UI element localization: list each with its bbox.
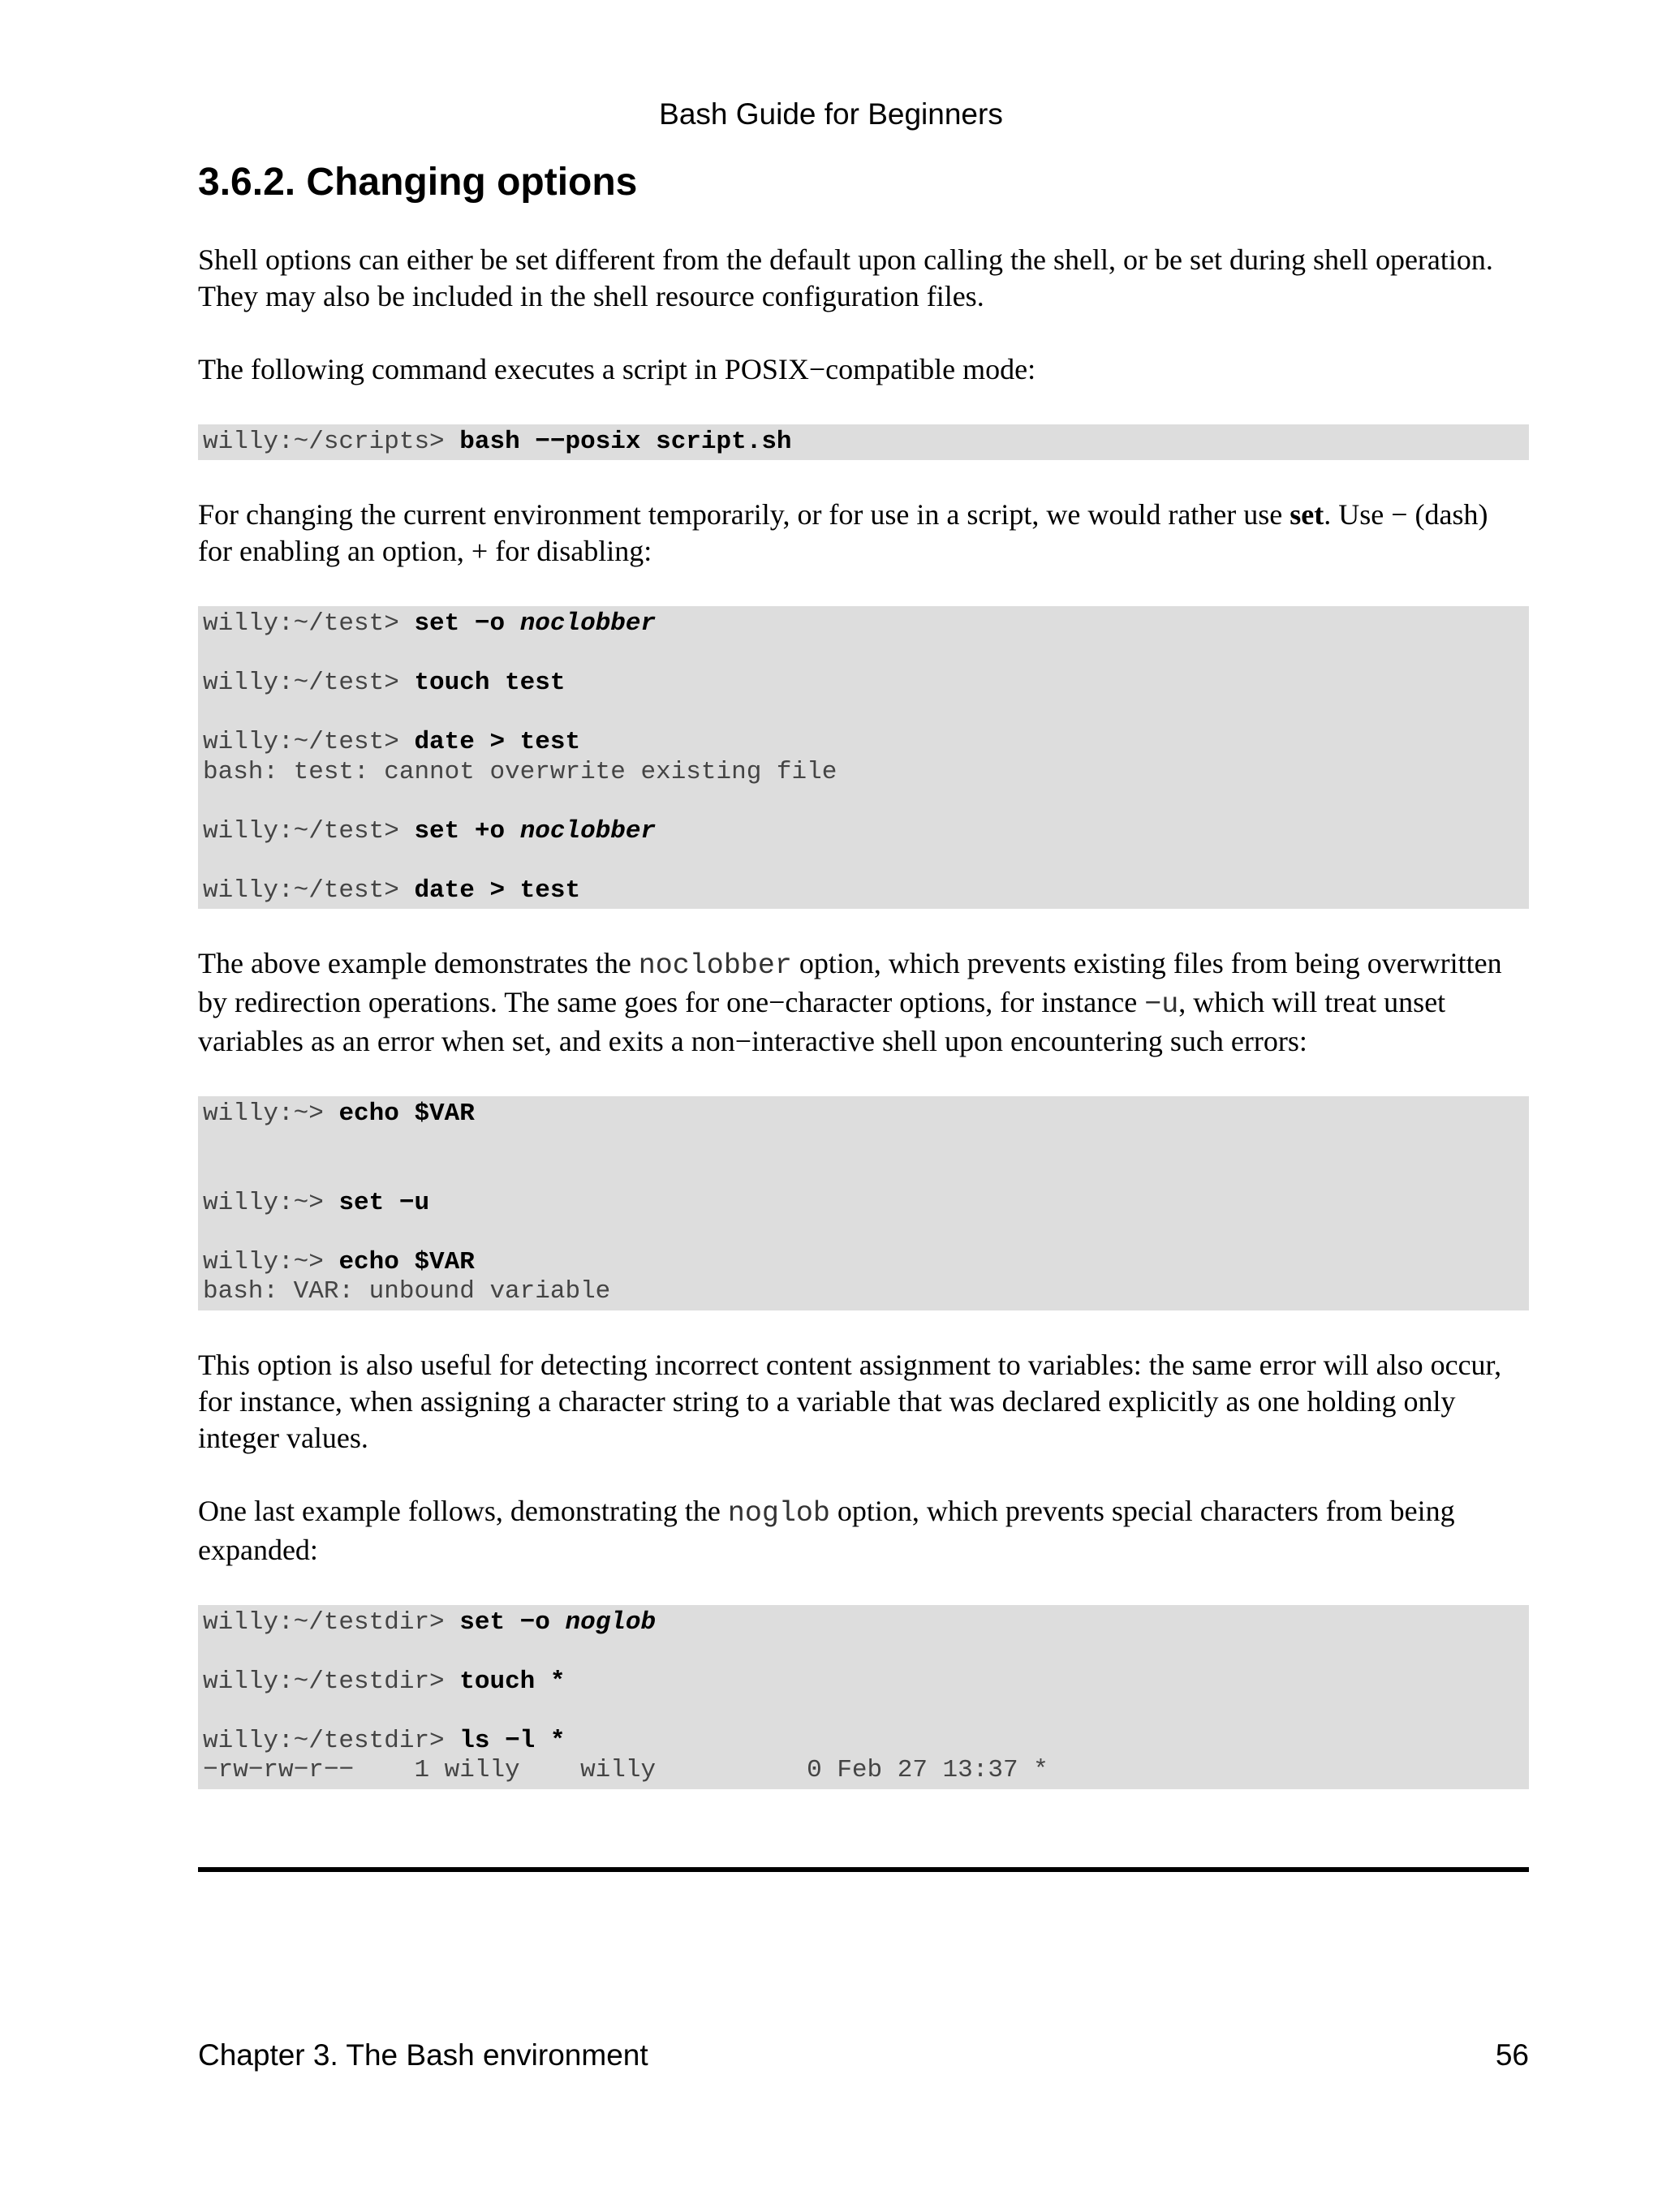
shell-prompt: willy:~/scripts> — [203, 427, 460, 456]
paragraph-noglob — [198, 1493, 1529, 1569]
text-run: For changing the current environment temporarily, or for use in a script, we would rather use — [198, 498, 1290, 531]
shell-command: set −o — [414, 609, 520, 639]
code-block-noclobber — [198, 606, 1529, 909]
paragraph-intro: Shell options can either be set different from the default upon calling the shell, or be set during shell operation. They may also be included in the shell resource configuration files. — [198, 243, 1493, 312]
shell-command: touch test — [414, 669, 566, 698]
paragraph-assignment: This option is also useful for detecting incorrect content assignment to variables: the same error will also occur, for instance, when assigning a character string to a variable that was declared explicitly as one holding only integer values. — [198, 1348, 1502, 1454]
page-footer — [198, 2038, 1529, 2072]
shell-prompt: willy:~> — [203, 1100, 339, 1129]
text-run: . Use − (dash) for enabling an option, + for disabling: — [198, 498, 1488, 568]
shell-output: bash: test: cannot overwrite existing file — [203, 757, 837, 786]
shell-command: set −u — [338, 1188, 430, 1217]
code-block-noglob — [198, 1605, 1529, 1789]
shell-command: date > test — [414, 876, 581, 905]
shell-prompt: willy:~/testdir> — [203, 1726, 460, 1755]
shell-argument: noclobber — [519, 816, 657, 846]
section-title: 3.6.2. Changing options — [198, 161, 638, 204]
shell-argument: noglob — [565, 1607, 657, 1637]
shell-argument: noclobber — [519, 609, 657, 639]
shell-prompt: willy:~/test> — [203, 609, 415, 639]
shell-command: echo $VAR — [338, 1100, 475, 1129]
shell-command: echo $VAR — [338, 1247, 475, 1276]
shell-prompt: willy:~/test> — [203, 728, 415, 757]
page-number: 56 — [1495, 2038, 1529, 2072]
text-run: option, which prevents existing files from being overwritten by redirection operations. The same goes for one−character options, for instance — [198, 947, 1502, 1019]
shell-command: bash −−posix script.sh — [459, 427, 792, 456]
shell-command: set +o — [414, 816, 520, 846]
shell-prompt: willy:~> — [203, 1188, 339, 1217]
code-block-posix — [198, 424, 1529, 461]
page-content — [198, 159, 1529, 1826]
shell-prompt: willy:~/test> — [203, 876, 415, 905]
shell-prompt: willy:~> — [203, 1247, 339, 1276]
text-run: The above example demonstrates the — [198, 947, 639, 980]
paragraph-noclobber — [198, 945, 1529, 1060]
shell-output: −rw−rw−r−− 1 willy willy 0 Feb 27 13:37 * — [203, 1756, 1048, 1785]
inline-code: noclobber — [638, 949, 792, 983]
shell-prompt: willy:~/testdir> — [203, 1607, 460, 1637]
shell-prompt: willy:~/test> — [203, 816, 415, 846]
code-block-unset — [198, 1096, 1529, 1310]
shell-command: date > test — [414, 728, 581, 757]
shell-output: bash: VAR: unbound variable — [203, 1277, 611, 1306]
running-header: Bash Guide for Beginners — [659, 97, 1003, 131]
text-run: , which will treat unset variables as an error when set, and exits a non−interactive shell upon encountering such errors: — [198, 986, 1446, 1058]
paragraph-set — [198, 497, 1529, 570]
text-run: One last example follows, demonstrating the — [198, 1494, 728, 1527]
inline-code: noglob — [727, 1496, 830, 1530]
shell-command: ls −l * — [459, 1726, 566, 1755]
keyword-set: set — [1290, 498, 1324, 531]
footer-chapter: Chapter 3. The Bash environment — [198, 2038, 648, 2072]
text-run: option, which prevents special characters from being expanded: — [198, 1494, 1455, 1566]
shell-prompt: willy:~/testdir> — [203, 1667, 460, 1696]
shell-command: touch * — [459, 1667, 566, 1696]
inline-code: −u — [1144, 988, 1179, 1022]
paragraph-posix: The following command executes a script in POSIX−compatible mode: — [198, 352, 1036, 385]
shell-prompt: willy:~/test> — [203, 669, 415, 698]
footer-rule — [198, 1867, 1529, 1872]
shell-command: set −o — [459, 1607, 566, 1637]
